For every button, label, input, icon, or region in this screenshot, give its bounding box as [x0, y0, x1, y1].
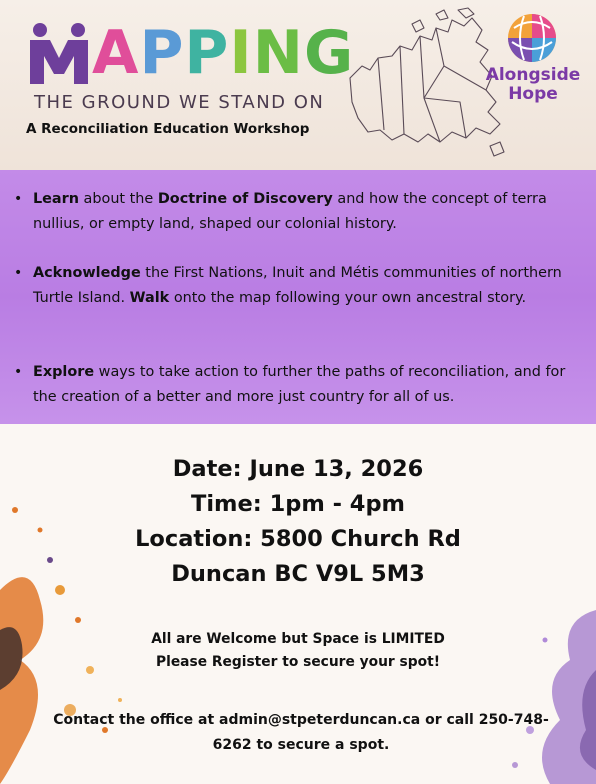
event-city: Duncan BC V9L 5M3 — [171, 561, 425, 587]
bullet-3-bold-1: Explore — [33, 364, 95, 380]
contact-info — [16, 708, 586, 758]
bullet-1-text-1: about the — [78, 191, 158, 207]
subtitle: THE GROUND WE STAND ON — [34, 92, 325, 113]
welcome-line2: Please Register to secure your spot! — [155, 654, 440, 670]
workshop-heading: A Reconciliation Education Workshop — [26, 121, 310, 137]
event-details — [0, 452, 596, 592]
bullet-learn — [14, 187, 586, 236]
title-letter-i: I — [229, 18, 253, 88]
bullet-2-bold-1: Acknowledge — [33, 265, 141, 281]
logo-line1: Alongside — [485, 65, 581, 85]
title-letter-a: A — [92, 18, 140, 88]
title-letter-n: N — [252, 18, 304, 88]
alongside-hope-logo-icon — [506, 12, 558, 64]
bullet-2-text-1: the First Nations, Inuit and Métis communities of northern Turtle Island. — [33, 265, 562, 306]
bullet-explore — [14, 360, 586, 409]
bullet-1-bold-1: Learn — [33, 191, 79, 207]
title-letter-p1: P — [139, 18, 185, 88]
bullet-dot-icon: • — [14, 364, 23, 380]
bullet-1-bold-2: Doctrine of Discovery — [157, 191, 333, 207]
bullet-dot-icon: • — [14, 191, 23, 207]
event-time: Time: 1pm - 4pm — [190, 491, 405, 517]
page-title — [26, 18, 355, 88]
contact-line1: Contact the office at admin@stpeterduncan.ca or call 250-748- — [53, 712, 549, 728]
bullet-2-bold-2: Walk — [129, 289, 170, 306]
title-letter-p2: P — [184, 18, 230, 88]
bullet-dot-icon: • — [14, 265, 23, 281]
event-date: Date: June 13, 2026 — [172, 456, 424, 482]
people-m-icon — [26, 22, 92, 84]
title-letter-g: G — [303, 18, 355, 88]
contact-line2: 6262 to secure a spot. — [212, 737, 390, 753]
bullet-2-text-2: onto the map following your own ancestral story. — [169, 289, 527, 306]
event-location: Location: 5800 Church Rd — [135, 526, 461, 552]
header — [0, 0, 596, 170]
welcome-note — [0, 628, 596, 674]
alongside-hope-logo — [482, 66, 584, 104]
bullet-1-text-2: and how the concept of terra nullius, or empty land, shaped our colonial history. — [33, 191, 547, 232]
logo-line2: Hope — [508, 84, 558, 104]
bullet-3-text-1: ways to take action to further the paths of reconciliation, and for the creation of a better and more just country for all of us. — [33, 364, 566, 405]
welcome-line1: All are Welcome but Space is LIMITED — [151, 631, 445, 647]
bullet-acknowledge — [14, 261, 586, 310]
info-band — [0, 170, 596, 424]
